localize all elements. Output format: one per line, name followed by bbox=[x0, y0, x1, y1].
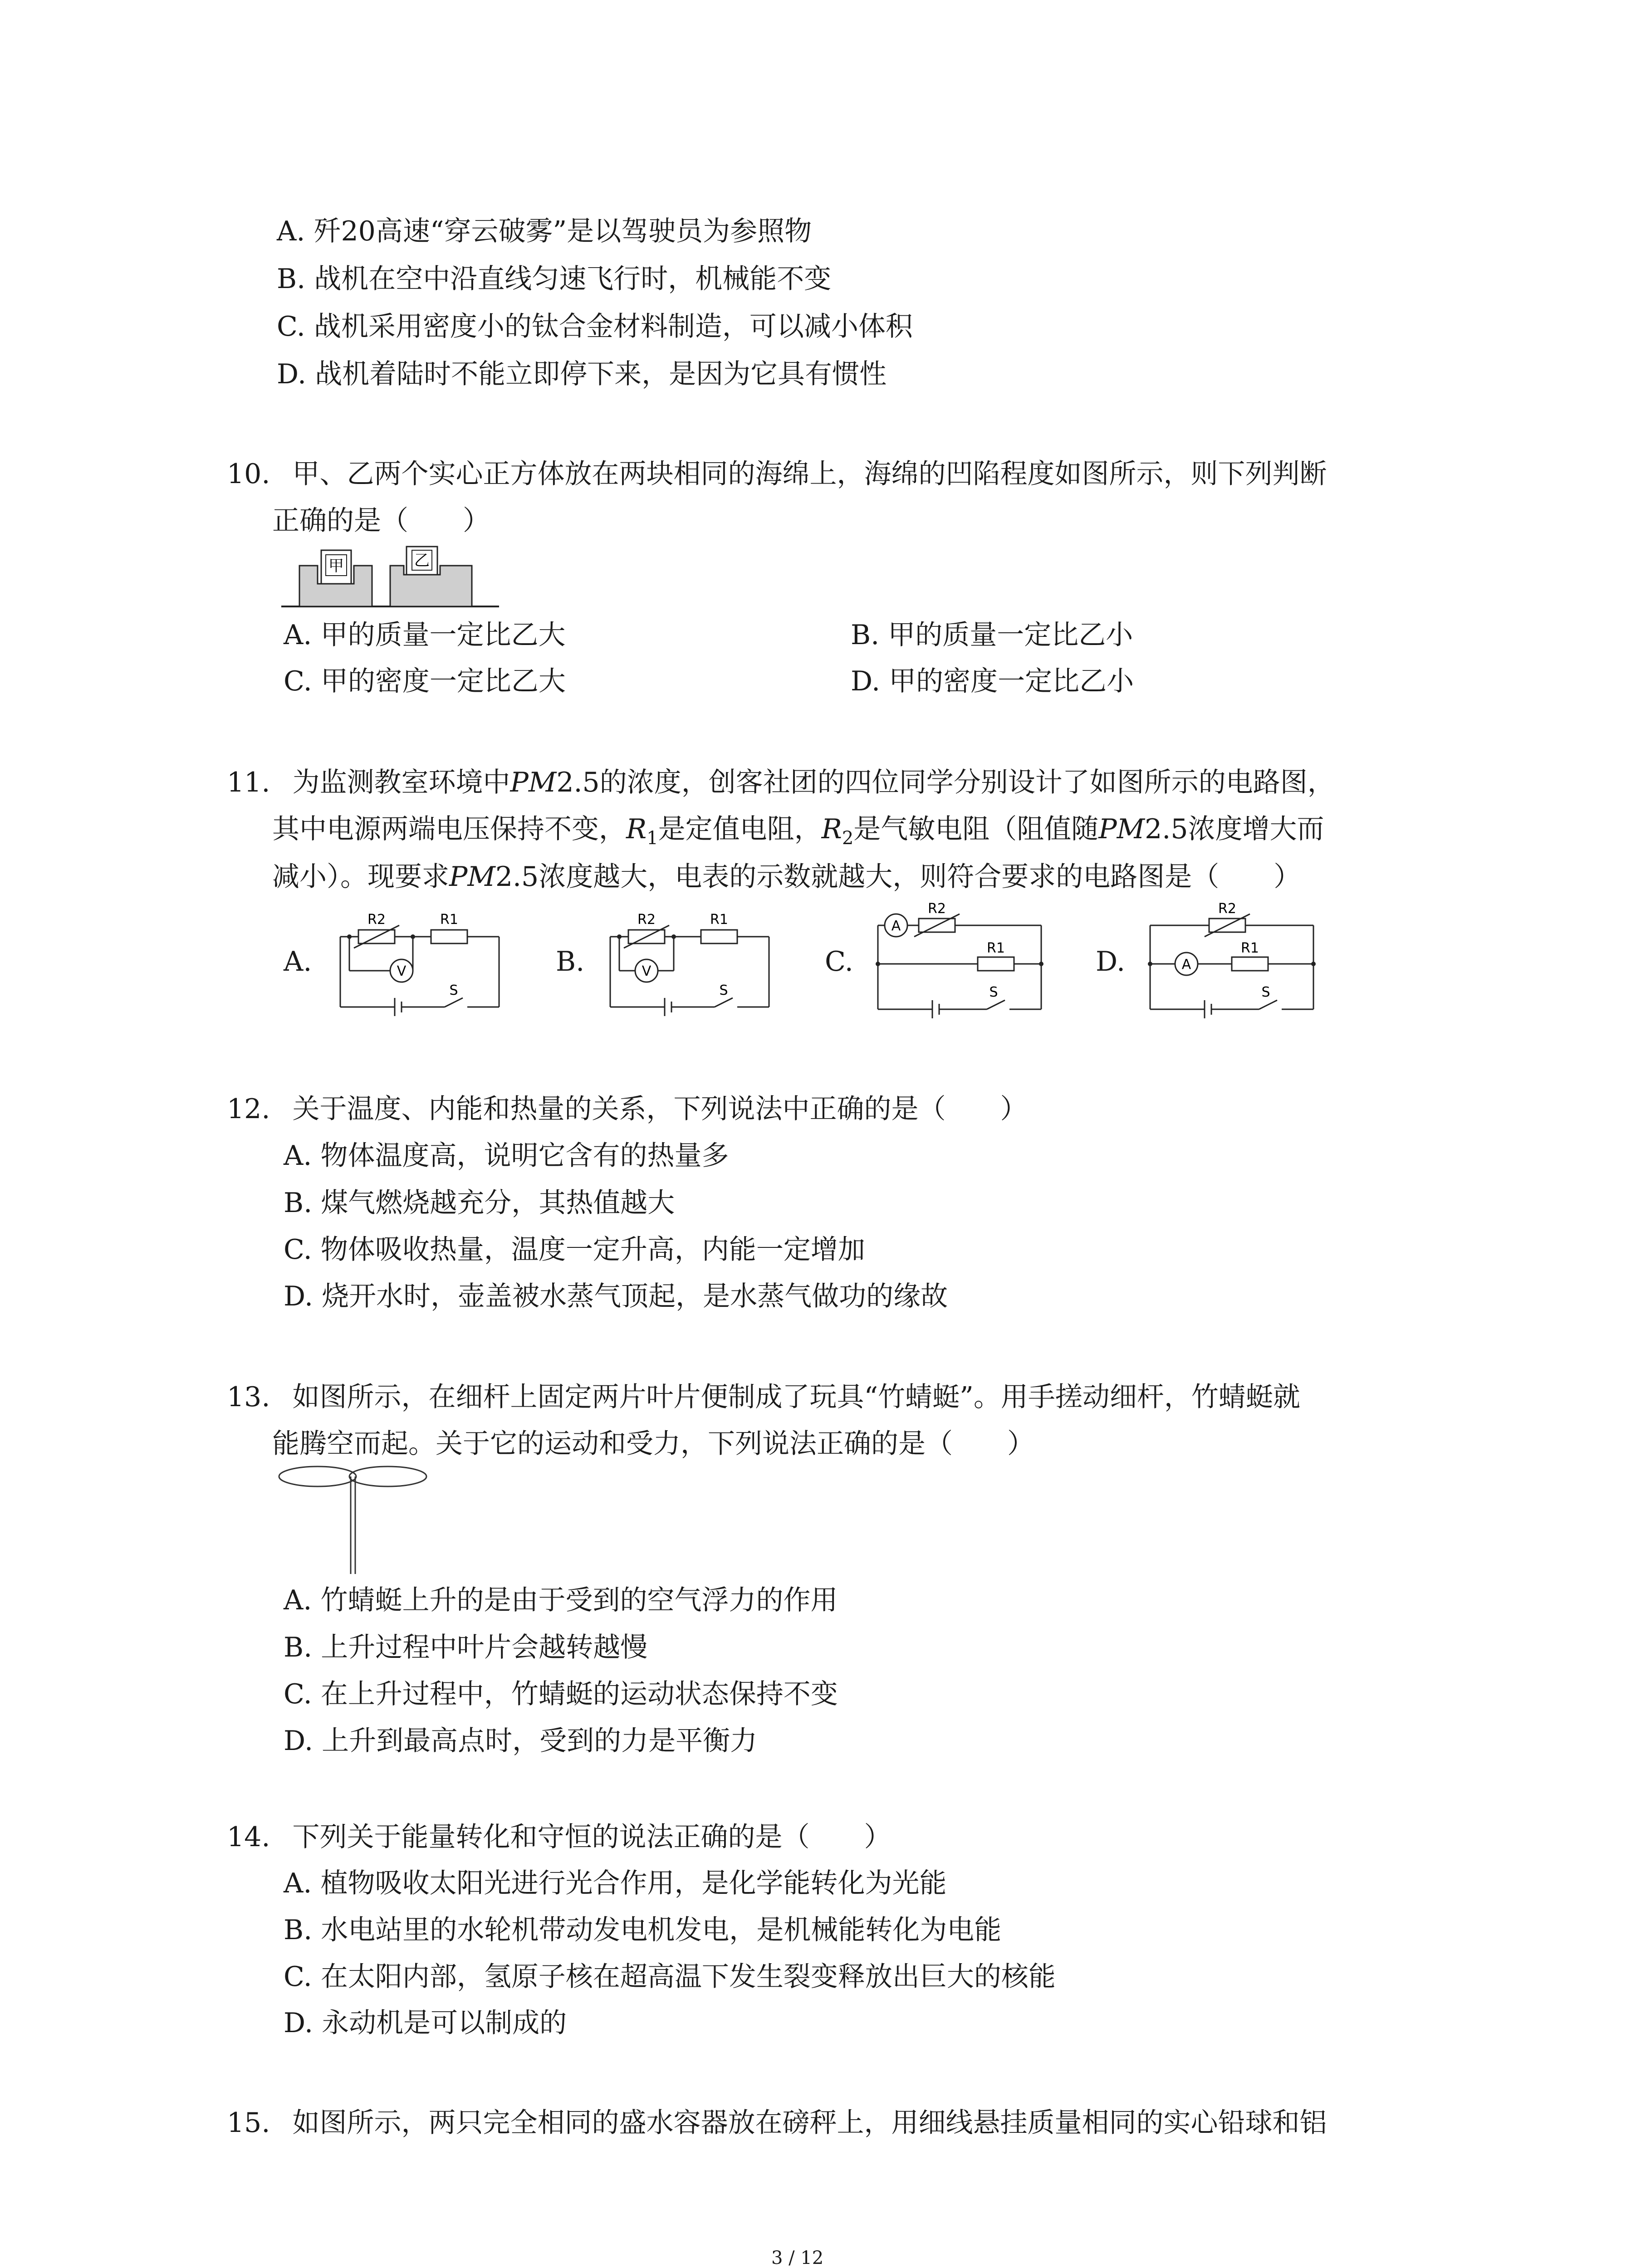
q9-option-d: D. 战机着陆时不能立即停下来，是因为它具有惯性 bbox=[277, 358, 887, 390]
q11-text-2a: 其中电源两端电压保持不变， bbox=[272, 813, 626, 845]
q13-option-c: C. 在上升过程中，竹蜻蜓的运动状态保持不变 bbox=[284, 1678, 838, 1710]
q11-option-a-label: A. bbox=[284, 946, 312, 978]
circuit-b-r1-label: R1 bbox=[710, 912, 728, 928]
q11-option-d-label: D. bbox=[1096, 946, 1126, 978]
q11-text-3a: 减小）。现要求 bbox=[272, 861, 449, 893]
q11-stem-line3 bbox=[272, 859, 1301, 895]
circuit-a-s-label: S bbox=[449, 982, 458, 998]
q11-option-b-label: B. bbox=[556, 946, 585, 978]
q11-text-2d: R bbox=[821, 813, 842, 845]
q11-text-3c: 2.5浓度越大，电表的示数就越大，则符合要求的电路图是（ ） bbox=[495, 861, 1301, 893]
q11-text-2g: 2.5浓度增大而 bbox=[1145, 813, 1324, 845]
q11-text-1c: 2.5的浓度，创客社团的四位同学分别设计了如图所示的电路图， bbox=[556, 767, 1335, 798]
q13-option-b: B. 上升过程中叶片会越转越慢 bbox=[284, 1632, 648, 1663]
q12-option-d: D. 烧开水时，壶盖被水蒸气顶起，是水蒸气做功的缘故 bbox=[284, 1281, 948, 1312]
q14-stem bbox=[227, 1819, 892, 1855]
circuit-c-r2-label: R2 bbox=[928, 901, 946, 917]
q13-option-a: A. 竹蜻蜓上升的是由于受到的空气浮力的作用 bbox=[284, 1584, 838, 1616]
q15-number: 15. bbox=[227, 2107, 270, 2139]
q10-stem-line1 bbox=[227, 456, 1327, 492]
bamboo-dragonfly-figure bbox=[277, 1463, 431, 1576]
circuit-d-r1-label: R1 bbox=[1241, 940, 1259, 956]
q12-option-b: B. 煤气燃烧越充分，其热值越大 bbox=[284, 1187, 675, 1219]
circuit-b-r2-label: R2 bbox=[637, 912, 656, 928]
q12-number: 12. bbox=[227, 1093, 270, 1125]
q14-stem-text: 下列关于能量转化和守恒的说法正确的是（ ） bbox=[292, 1821, 892, 1853]
q11-option-c-label: C. bbox=[825, 946, 853, 978]
q14-option-d: D. 永动机是可以制成的 bbox=[284, 2007, 567, 2039]
circuit-c-s-label: S bbox=[989, 984, 998, 1000]
q11-stem-line1 bbox=[227, 764, 1335, 801]
q11-text-1a: 为监测教室环境中 bbox=[292, 767, 510, 798]
q11-text-2d-sub: 2 bbox=[842, 828, 854, 849]
q10-sponge-figure bbox=[281, 542, 499, 615]
q13-option-d: D. 上升到最高点时，受到的力是平衡力 bbox=[284, 1725, 758, 1757]
q11-text-3b: PM bbox=[449, 861, 495, 893]
q10-stem-text: 甲、乙两个实心正方体放在两块相同的海绵上，海绵的凹陷程度如图所示，则下列判断 bbox=[292, 458, 1327, 490]
q10-option-d: D. 甲的密度一定比乙小 bbox=[851, 665, 1134, 697]
circuit-b-v-label: V bbox=[642, 963, 652, 979]
q10-number: 10. bbox=[227, 458, 270, 490]
circuit-c bbox=[869, 900, 1059, 1023]
q10-option-c: C. 甲的密度一定比乙大 bbox=[284, 665, 566, 697]
q11-text-2b: R bbox=[626, 813, 647, 845]
circuit-c-a-label: A bbox=[891, 918, 901, 934]
q11-text-1b: PM bbox=[510, 767, 557, 798]
q12-stem-text: 关于温度、内能和热量的关系，下列说法中正确的是（ ） bbox=[292, 1093, 1028, 1125]
q10-option-b: B. 甲的质量一定比乙小 bbox=[851, 619, 1133, 651]
page-number: 3 / 12 bbox=[771, 2248, 824, 2268]
cube-yi-label: 乙 bbox=[414, 552, 430, 570]
q13-stem-text: 如图所示，在细杆上固定两片叶片便制成了玩具“竹蜻蜓”。用手搓动细杆，竹蜻蜓就 bbox=[292, 1381, 1300, 1413]
q14-option-c: C. 在太阳内部，氢原子核在超高温下发生裂变释放出巨大的核能 bbox=[284, 1961, 1056, 1993]
q15-stem-line1 bbox=[227, 2105, 1327, 2141]
q15-stem-text: 如图所示，两只完全相同的盛水容器放在磅秤上，用细线悬挂质量相同的实心铅球和铝 bbox=[292, 2107, 1327, 2139]
q11-number: 11. bbox=[227, 767, 270, 798]
circuit-d-a-label: A bbox=[1181, 957, 1191, 973]
circuit-d-r2-label: R2 bbox=[1218, 901, 1236, 917]
cube-jia-label: 甲 bbox=[328, 557, 344, 575]
q13-stem-line1 bbox=[227, 1379, 1300, 1415]
circuit-d-s-label: S bbox=[1261, 984, 1270, 1000]
circuit-b bbox=[601, 905, 783, 1018]
q13-stem-line2: 能腾空而起。关于它的运动和受力，下列说法正确的是（ ） bbox=[272, 1428, 1034, 1460]
q9-option-c: C. 战机采用密度小的钛合金材料制造，可以减小体积 bbox=[277, 311, 913, 342]
circuit-c-r1-label: R1 bbox=[987, 940, 1005, 956]
q10-option-a: A. 甲的质量一定比乙大 bbox=[284, 619, 566, 651]
q12-stem bbox=[227, 1091, 1028, 1127]
circuit-a-r1-label: R1 bbox=[440, 912, 458, 928]
circuit-a-r2-label: R2 bbox=[367, 912, 386, 928]
q14-option-a: A. 植物吸收太阳光进行光合作用，是化学能转化为光能 bbox=[284, 1867, 947, 1899]
q9-option-a: A. 歼20高速“穿云破雾”是以驾驶员为参照物 bbox=[277, 215, 812, 247]
q11-text-2e: 是气敏电阻（阻值随 bbox=[853, 813, 1099, 845]
circuit-b-s-label: S bbox=[719, 982, 728, 998]
q14-option-b: B. 水电站里的水轮机带动发电机发电，是机械能转化为电能 bbox=[284, 1914, 1002, 1946]
circuit-a bbox=[331, 905, 513, 1018]
q12-option-c: C. 物体吸收热量，温度一定升高，内能一定增加 bbox=[284, 1234, 865, 1266]
q11-text-2f: PM bbox=[1098, 813, 1145, 845]
circuit-d bbox=[1141, 900, 1332, 1023]
q11-stem-line2 bbox=[272, 811, 1324, 856]
q14-number: 14. bbox=[227, 1821, 270, 1853]
q13-number: 13. bbox=[227, 1381, 270, 1413]
q10-stem-line2: 正确的是（ ） bbox=[272, 505, 490, 537]
q9-option-b: B. 战机在空中沿直线匀速飞行时，机械能不变 bbox=[277, 263, 832, 295]
circuit-a-v-label: V bbox=[397, 963, 407, 979]
q11-text-2b-sub: 1 bbox=[647, 828, 658, 849]
q12-option-a: A. 物体温度高，说明它含有的热量多 bbox=[284, 1140, 729, 1172]
q11-text-2c: 是定值电阻， bbox=[658, 813, 822, 845]
